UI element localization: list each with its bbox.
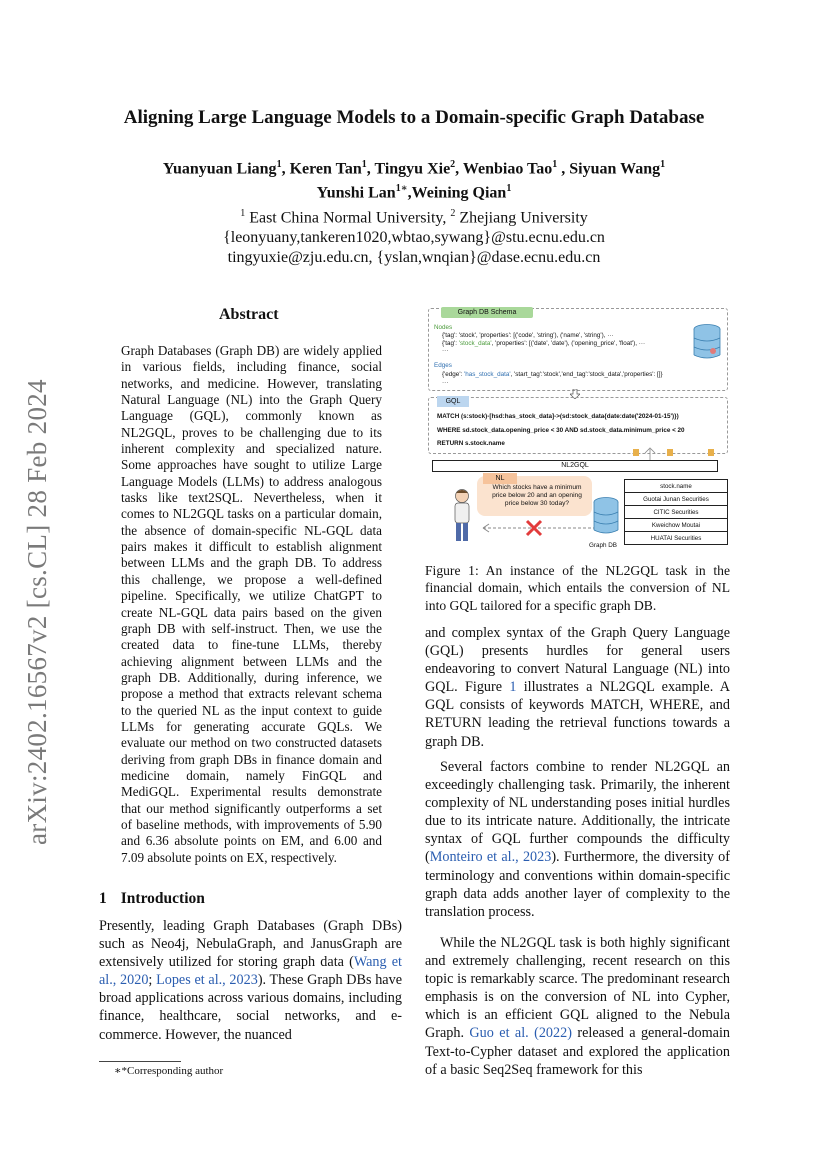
arrows-icon <box>629 446 719 476</box>
table-row: Kweichow Moutai <box>625 519 727 532</box>
author-line-2: Yunshi Lan$^{1∗}$,Weining Qian$^1$ <box>316 183 512 202</box>
author-block <box>0 155 828 268</box>
citation-link[interactable]: Wang et al., 2020 <box>99 954 402 989</box>
citation-link[interactable]: Guo et al. (2022) <box>469 1025 572 1042</box>
figure-ref-link[interactable]: 1 <box>509 679 517 696</box>
edge-ellipsis: ··· <box>442 379 449 386</box>
right-paragraph-3: While the NL2GQL task is both highly significant and extremely challenging, recent research on this topic is remarkably scarce. The predominant research emphasis is on the conversion of NL into Cypher, which is an efficient GQL aligned to the Nebula Graph. Guo et al. (2022) released a general-domain Text-to-Cypher dataset and explored the application of a basic Seq2Seq framework for this <box>425 935 730 1078</box>
gql-line-3: RETURN s.stock.name <box>437 440 505 447</box>
table-row: Guotai Junan Securities <box>625 493 727 506</box>
node-ellipsis: ··· <box>442 347 449 354</box>
intro-paragraph-1: Presently, leading Graph Databases (Graph DBs) such as Neo4j, NebulaGraph, and JanusGraph are extensively utilized for storing graph data (Wang et al., 2020; Lopes et al., 2023). These Graph DBs have broad applications across various domains, including finance, healthcare, social networks, and e-commerce. However, the nuanced <box>99 918 402 1043</box>
emails-line-2: tingyuxie@zju.edu.cn, {yslan,wnqian}@dase.ecnu.edu.cn <box>227 248 601 266</box>
node-line-2: {'tag': 'stock_data', 'properties': [('date', 'date'), ('opening_price', 'float'), ··· <box>442 340 646 347</box>
blocked-arrow-icon <box>475 517 605 539</box>
graph-db-label: Graph DB <box>589 542 617 549</box>
nl-question: Which stocks have a minimum price below 20 and an opening price below 30 today? <box>492 484 582 507</box>
section-heading-introduction: 1 Introduction <box>99 890 205 907</box>
footnote-rule <box>99 1061 181 1062</box>
gql-line-2: WHERE sd.stock_data.opening_price < 30 AND sd.stock_data.minimum_price < 20 <box>437 427 685 434</box>
nl-tag: NL <box>483 473 517 484</box>
arxiv-identifier: arXiv:2402.16567v2 [cs.CL] 28 Feb 2024 <box>22 379 52 845</box>
author-line-1: Yuanyuan Liang$^1$, Keren Tan$^1$, Tingyu Xie$^2$, Wenbiao Tao$^1$ , Siyuan Wang$^1$ <box>162 159 666 178</box>
figure-1 <box>425 303 730 553</box>
edges-label: Edges <box>434 362 452 369</box>
gql-tag: GQL <box>437 396 469 407</box>
abstract-heading: Abstract <box>219 306 279 323</box>
nl2gql-bar: NL2GQL <box>432 460 718 472</box>
table-row: HUATAI Securities <box>650 535 702 542</box>
emails-line-1: {leonyuany,tankeren1020,wbtao,sywang}@stu.ecnu.edu.cn <box>223 228 605 246</box>
table-row: stock.name <box>625 480 727 493</box>
nodes-label: Nodes <box>434 324 453 331</box>
paper-title: Aligning Large Language Models to a Domain-specific Graph Database <box>123 107 705 128</box>
right-paragraph-1: and complex syntax of the Graph Query Language (GQL) presents hurdles for general users endeavoring to convert Natural Language (NL) into GQL. Figure 1 illustrates a NL2GQL example. A GQL consists of keywords MATCH, WHERE, and RETURN leading the retrieval functions towards a graph DB. <box>425 625 731 750</box>
figure-caption: Figure 1: An instance of the NL2GQL task in the financial domain, which entails the conversion of NL into GQL tailored for a specific graph DB. <box>425 563 730 613</box>
node-line-1: {'tag': 'stock', 'properties': [('code', 'string'), ('name', 'string'), ··· <box>442 332 614 339</box>
citation-link[interactable]: Monteiro et al., 2023 <box>429 849 552 866</box>
schema-box <box>428 308 728 391</box>
schema-tag: Graph DB Schema <box>441 307 533 318</box>
user-icon <box>451 488 473 544</box>
result-table <box>624 479 728 545</box>
database-icon <box>691 323 723 361</box>
footnote: ∗*Corresponding author <box>114 1065 224 1077</box>
affiliations: $^1$ East China Normal University, $^2$ Zhejiang University <box>240 207 588 226</box>
abstract-text: Graph Databases (Graph DB) are widely applied in various fields, including finance, social networks, and medicine. However, translating Natural Language (NL) into the Graph Query Language (GQL), commonly known as NL2GQL, proves to be challenging due to its inherent complexity and specialized nature. Some approaches have sought to utilize Large Language Models (LLMs) to address analogous tasks like text2SQL. Nevertheless, when it comes to NL2GQL tasks on a particular domain, the absence of domain-specific NL-GQL data pairs makes it difficult to establish alignment between LLMs and the graph DB. To address this challenge, we propose a well-defined pipeline. Specifically, we utilize ChatGPT to create NL-GQL data pairs based on the given graph DB with self-instruct. Then, we use the created data to fine-tune LLMs, thereby achieving alignment between LLMs and the graph DB. Additionally, during inference, we propose a method that extracts relevant schema to the queried NL as the input context to guide LLMs for generating accurate GQLs. We evaluate our method on two constructed datasets deriving from graph DBs in finance domain and medicine domain, namely FinGQL and MediGQL. Experimental results demonstrate that our method significantly outperforms a set of baseline methods, with improvements of 5.90 and 6.36 absolute points on EM, and 6.00 and 7.09 absolute points on EX, respectively. <box>121 343 382 865</box>
graph-db-icon <box>591 496 621 538</box>
citation-link[interactable]: Lopes et al., 2023 <box>156 972 258 989</box>
right-paragraph-2: Several factors combine to render NL2GQL an exceedingly challenging task. Primarily, the inherent complexity of NL understanding poses initial hurdles due to its intricate nature. Additionally, the intricate syntax of GQL further compounds the difficulty (Monteiro et al., 2023). Furthermore, the diversity of terminology and conventions within domain-specific graph data adds another layer of complexity to the translation process. <box>425 759 730 920</box>
edge-line: {'edge': 'has_stock_data', 'start_tag':'stock','end_tag':'stock_data','properties': []} <box>442 371 663 378</box>
gql-line-1: MATCH (s:stock)-[hsd:has_stock_data]->(sd:stock_data{date:date('2024-01-15')}) <box>437 413 679 420</box>
table-row: CITIC Securities <box>625 506 727 519</box>
